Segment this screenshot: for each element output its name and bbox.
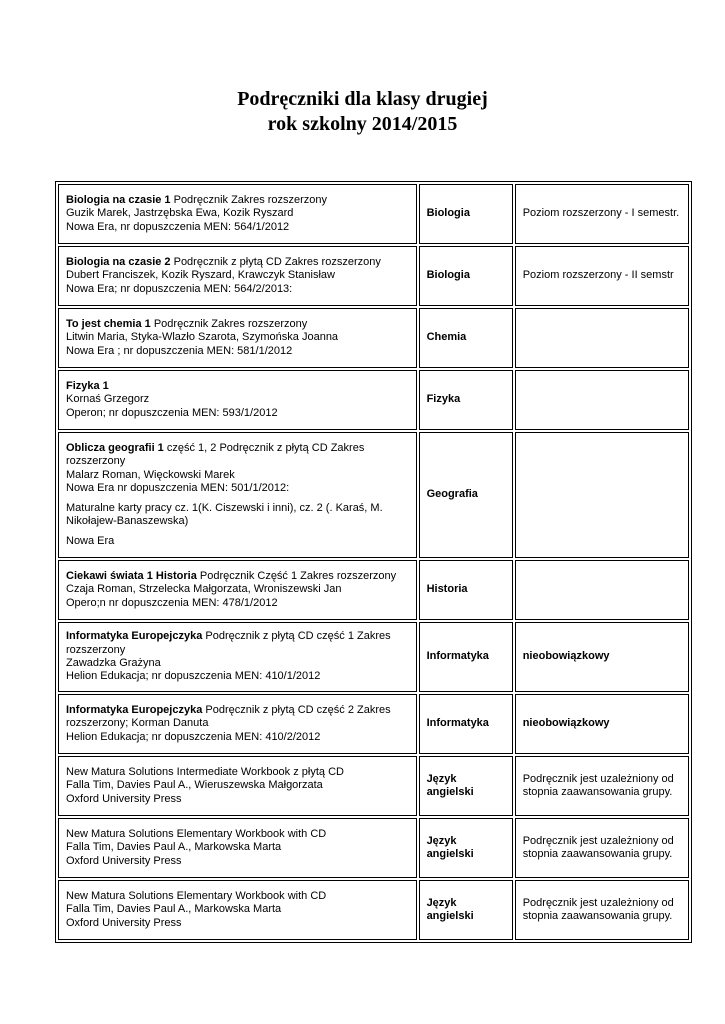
- book-publisher: Helion Edukacja; nr dopuszczenia MEN: 410/2/2012: [66, 730, 321, 743]
- subject-cell: Biologia: [419, 246, 513, 306]
- book-extra-publisher: Nowa Era: [66, 534, 115, 547]
- book-description: Podręcznik z płytą CD część 2 Zakres rozszerzony; Korman Danuta: [66, 703, 391, 730]
- table-row: [58, 432, 689, 558]
- table-row: [58, 184, 689, 244]
- table-row: [58, 818, 689, 878]
- note-cell: Podręcznik jest uzależniony od stopnia zaawansowania grupy.: [515, 880, 689, 940]
- table-row: [58, 308, 689, 368]
- subject-cell: Fizyka: [419, 370, 513, 430]
- subject-cell: Chemia: [419, 308, 513, 368]
- book-description: Podręcznik z płytą CD część 1 Zakres rozszerzony: [66, 630, 391, 656]
- book-authors: Litwin Maria, Styka-Wlazło Szarota, Szymońska Joanna: [66, 331, 339, 344]
- book-description: Podręcznik Zakres rozszerzony: [150, 317, 308, 330]
- book-cell: [58, 560, 417, 620]
- book-description: Podręcznik Zakres rozszerzony: [170, 193, 328, 206]
- book-cell: [58, 818, 417, 878]
- subject-cell: Informatyka: [419, 622, 513, 692]
- book-authors: Guzik Marek, Jastrzębska Ewa, Kozik Ryszard: [66, 207, 294, 220]
- subject-cell: Język angielski: [419, 880, 513, 940]
- subject-cell: Geografia: [419, 432, 513, 558]
- page-title: Podręczniki dla klasy drugiej: [237, 88, 488, 110]
- table-row: [58, 246, 689, 306]
- book-publisher: Operon; nr dopuszczenia MEN: 593/1/2012: [66, 406, 278, 419]
- book-extra-materials: Maturalne karty pracy cz. 1(K. Ciszewski i inni), cz. 2 (. Karaś, M. Nikołajew-Banaszewska): [66, 501, 383, 528]
- book-authors: Falla Tim, Davies Paul A., Wieruszewska Małgorzata: [66, 779, 323, 792]
- book-authors: Dubert Franciszek, Kozik Ryszard, Krawczyk Stanisław: [66, 269, 335, 282]
- book-cell: [58, 308, 417, 368]
- book-authors: Zawadzka Grażyna: [66, 657, 161, 669]
- book-publisher: Helion Edukacja; nr dopuszczenia MEN: 410/1/2012: [66, 670, 321, 683]
- note-cell: [515, 560, 689, 620]
- note-cell: Podręcznik jest uzależniony od stopnia zaawansowania grupy.: [515, 818, 689, 878]
- book-publisher: Nowa Era, nr dopuszczenia MEN: 564/1/2012: [66, 220, 290, 233]
- subject-cell: Język angielski: [419, 818, 513, 878]
- book-description: Podręcznik z płytą CD Zakres rozszerzony: [170, 255, 381, 268]
- note-cell: [515, 308, 689, 368]
- book-cell: [58, 756, 417, 816]
- book-title: Biologia na czasie 1: [66, 193, 171, 206]
- book-publisher: Oxford University Press: [66, 792, 182, 805]
- book-publisher: Nowa Era ; nr dopuszczenia MEN: 581/1/2012: [66, 344, 293, 357]
- note-cell: Poziom rozszerzony - II semstr: [515, 246, 689, 306]
- subject-cell: Historia: [419, 560, 513, 620]
- book-cell: [58, 432, 417, 558]
- book-cell: [58, 246, 417, 306]
- subject-cell: Biologia: [419, 184, 513, 244]
- note-cell: [515, 432, 689, 558]
- book-publisher: Nowa Era; nr dopuszczenia MEN: 564/2/2013:: [66, 282, 293, 295]
- book-cell: [58, 370, 417, 430]
- book-title: To jest chemia 1: [66, 317, 151, 330]
- book-authors: Czaja Roman, Strzelecka Małgorzata, Wroniszewski Jan: [66, 583, 342, 596]
- book-authors: Kornaś Grzegorz: [66, 393, 150, 406]
- book-title: Fizyka 1: [66, 379, 109, 392]
- table-row: [58, 622, 689, 692]
- book-description: New Matura Solutions Intermediate Workbook z płytą CD: [66, 765, 344, 778]
- book-cell: [58, 184, 417, 244]
- book-title: Biologia na czasie 2: [66, 255, 171, 268]
- book-publisher: Oxford University Press: [66, 854, 182, 867]
- book-description: część 1, 2 Podręcznik z płytą CD Zakres rozszerzony: [66, 442, 365, 468]
- note-cell: Poziom rozszerzony - I semestr.: [515, 184, 689, 244]
- book-title: Informatyka Europejczyka: [66, 703, 203, 716]
- subject-cell: Język angielski: [419, 756, 513, 816]
- book-description: New Matura Solutions Elementary Workbook with CD: [66, 889, 327, 902]
- note-cell: nieobowiązkowy: [515, 694, 689, 754]
- book-publisher: Nowa Era nr dopuszczenia MEN: 501/1/2012:: [66, 482, 290, 495]
- book-publisher: Oxford University Press: [66, 916, 182, 929]
- note-cell: nieobowiązkowy: [515, 622, 689, 692]
- table-row: [58, 370, 689, 430]
- book-cell: [58, 694, 417, 754]
- book-description: New Matura Solutions Elementary Workbook with CD: [66, 827, 327, 840]
- book-title: Oblicza geografii 1: [66, 442, 164, 455]
- textbook-table: [55, 181, 692, 943]
- note-cell: [515, 370, 689, 430]
- table-row: [58, 880, 689, 940]
- book-authors: Falla Tim, Davies Paul A., Markowska Marta: [66, 841, 282, 854]
- note-cell: Podręcznik jest uzależniony od stopnia zaawansowania grupy.: [515, 756, 689, 816]
- book-title: Ciekawi świata 1 Historia: [66, 569, 197, 582]
- table-row: [58, 756, 689, 816]
- table-row: [58, 694, 689, 754]
- page-subtitle: rok szkolny 2014/2015: [267, 113, 458, 135]
- book-cell: [58, 622, 417, 692]
- book-authors: Falla Tim, Davies Paul A., Markowska Marta: [66, 903, 282, 916]
- book-description: Podręcznik Część 1 Zakres rozszerzony: [196, 569, 397, 582]
- book-cell: [58, 880, 417, 940]
- book-authors: Malarz Roman, Więckowski Marek: [66, 468, 235, 481]
- book-title: Informatyka Europejczyka: [66, 630, 203, 643]
- book-publisher: Opero;n nr dopuszczenia MEN: 478/1/2012: [66, 596, 278, 609]
- table-row: [58, 560, 689, 620]
- subject-cell: Informatyka: [419, 694, 513, 754]
